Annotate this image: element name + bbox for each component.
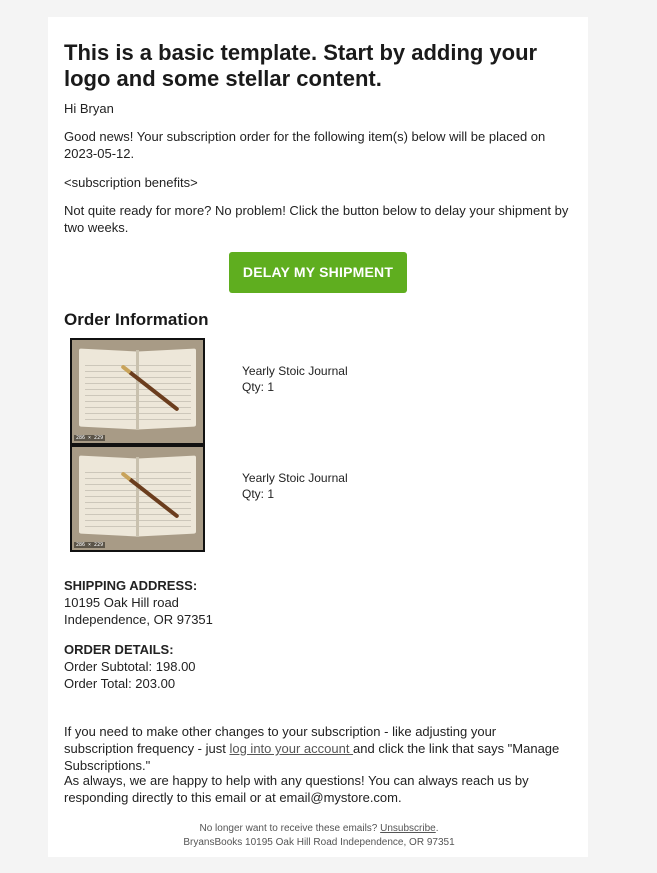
item-name: Yearly Stoic Journal: [242, 364, 348, 378]
login-link[interactable]: log into your account: [229, 741, 354, 756]
order-information-heading: Order Information: [64, 310, 209, 329]
image-size-tag: 286 × 229: [76, 542, 104, 548]
unsubscribe-line: [64, 822, 574, 836]
email-heading: This is a basic template. Start by adding your logo and some stellar content.: [64, 40, 538, 91]
order-total: Order Total: 203.00: [64, 676, 176, 691]
unsubscribe-link[interactable]: Unsubscribe: [380, 823, 436, 834]
order-subtotal: Order Subtotal: 198.00: [64, 659, 196, 674]
footer: [64, 822, 574, 850]
changes-text: [64, 723, 569, 774]
shipping-address: [64, 577, 569, 628]
unsub-pre: No longer want to receive these emails?: [199, 823, 381, 834]
order-details: [64, 641, 569, 692]
footer-address: BryansBooks 10195 Oak Hill Road Independence, OR 97351: [183, 837, 455, 848]
product-image: [70, 338, 205, 445]
greeting: Hi Bryan: [64, 101, 114, 116]
shipping-label: SHIPPING ADDRESS:: [64, 578, 198, 593]
product-image: [70, 445, 205, 552]
unsub-post: .: [435, 823, 439, 834]
item-qty: Qty: 1: [242, 487, 275, 501]
delay-prompt: Not quite ready for more? No problem! Click the button below to delay your shipment by two weeks.: [64, 203, 569, 235]
intro-text: Good news! Your subscription order for the following item(s) below will be placed on 2023-05-12.: [64, 129, 546, 161]
subscription-benefits: <subscription benefits>: [64, 175, 198, 190]
order-item: [242, 470, 348, 502]
delay-shipment-button[interactable]: DELAY MY SHIPMENT: [229, 252, 407, 293]
shipping-line1: 10195 Oak Hill road: [64, 595, 179, 610]
order-item: [242, 363, 348, 395]
item-name: Yearly Stoic Journal: [242, 471, 348, 485]
changes-pre: If you need to make other changes to your subscription - like adjusting your subscription frequency - just: [64, 724, 497, 756]
shipping-line2: Independence, OR 97351: [64, 612, 213, 627]
help-text: As always, we are happy to help with any questions! You can always reach us by responding directly to this email or at email@mystore.com.: [64, 773, 529, 805]
order-details-label: ORDER DETAILS:: [64, 642, 174, 657]
item-qty: Qty: 1: [242, 380, 275, 394]
changes-post: and click the link that says "Manage Subscriptions.": [64, 741, 560, 773]
email-card: [48, 17, 588, 857]
image-size-tag: 286 × 229: [76, 435, 104, 441]
